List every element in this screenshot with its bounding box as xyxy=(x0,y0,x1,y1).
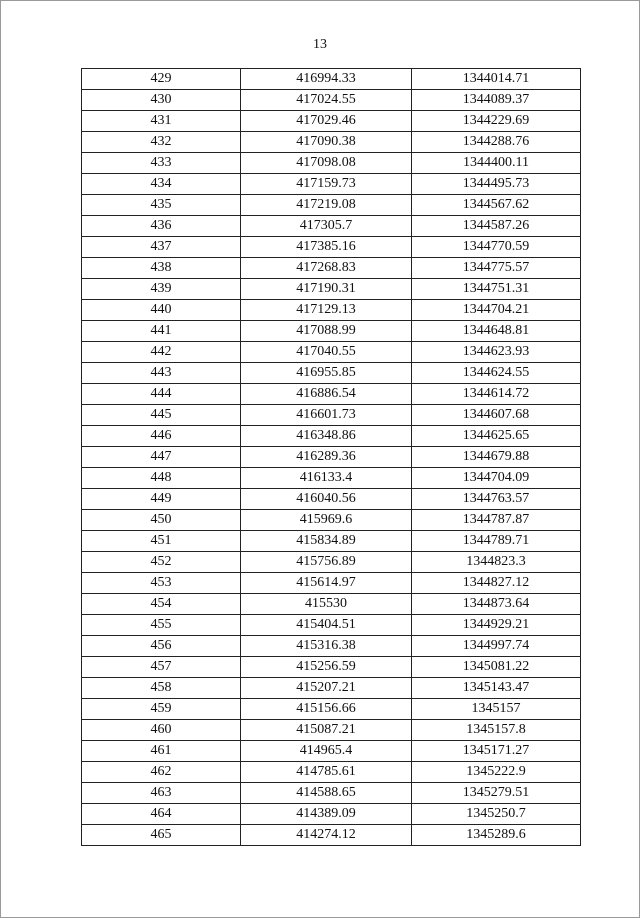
y-coordinate-cell: 1344623.93 xyxy=(412,342,581,363)
point-number-cell: 464 xyxy=(82,804,241,825)
table-row xyxy=(82,699,581,720)
y-coordinate-cell: 1344873.64 xyxy=(412,594,581,615)
point-number-cell: 465 xyxy=(82,825,241,846)
y-coordinate-cell: 1345289.6 xyxy=(412,825,581,846)
table-row xyxy=(82,258,581,279)
y-coordinate-cell: 1344288.76 xyxy=(412,132,581,153)
x-coordinate-cell: 416994.33 xyxy=(241,69,412,90)
y-coordinate-cell: 1344495.73 xyxy=(412,174,581,195)
y-coordinate-cell: 1344607.68 xyxy=(412,405,581,426)
y-coordinate-cell: 1345081.22 xyxy=(412,657,581,678)
x-coordinate-cell: 417024.55 xyxy=(241,90,412,111)
x-coordinate-cell: 414588.65 xyxy=(241,783,412,804)
point-number-cell: 458 xyxy=(82,678,241,699)
point-number-cell: 438 xyxy=(82,258,241,279)
table-row xyxy=(82,90,581,111)
x-coordinate-cell: 415530 xyxy=(241,594,412,615)
table-row xyxy=(82,468,581,489)
point-number-cell: 432 xyxy=(82,132,241,153)
point-number-cell: 457 xyxy=(82,657,241,678)
table-row xyxy=(82,132,581,153)
y-coordinate-cell: 1345143.47 xyxy=(412,678,581,699)
table-row xyxy=(82,342,581,363)
point-number-cell: 459 xyxy=(82,699,241,720)
table-row xyxy=(82,363,581,384)
page-number: 13 xyxy=(313,37,327,52)
y-coordinate-cell: 1344775.57 xyxy=(412,258,581,279)
y-coordinate-cell: 1344229.69 xyxy=(412,111,581,132)
table-row xyxy=(82,678,581,699)
x-coordinate-cell: 417029.46 xyxy=(241,111,412,132)
point-number-cell: 462 xyxy=(82,762,241,783)
table-row xyxy=(82,237,581,258)
point-number-cell: 446 xyxy=(82,426,241,447)
point-number-cell: 435 xyxy=(82,195,241,216)
point-number-cell: 451 xyxy=(82,531,241,552)
table-row xyxy=(82,741,581,762)
x-coordinate-cell: 415404.51 xyxy=(241,615,412,636)
table-row xyxy=(82,405,581,426)
y-coordinate-cell: 1344089.37 xyxy=(412,90,581,111)
point-number-cell: 460 xyxy=(82,720,241,741)
x-coordinate-cell: 414785.61 xyxy=(241,762,412,783)
table-row xyxy=(82,153,581,174)
x-coordinate-cell: 417219.08 xyxy=(241,195,412,216)
x-coordinate-cell: 416348.86 xyxy=(241,426,412,447)
table-row xyxy=(82,636,581,657)
table-row xyxy=(82,489,581,510)
table-row xyxy=(82,279,581,300)
y-coordinate-cell: 1344789.71 xyxy=(412,531,581,552)
coordinate-table xyxy=(81,68,581,846)
y-coordinate-cell: 1344624.55 xyxy=(412,363,581,384)
point-number-cell: 463 xyxy=(82,783,241,804)
x-coordinate-cell: 417305.7 xyxy=(241,216,412,237)
point-number-cell: 436 xyxy=(82,216,241,237)
x-coordinate-cell: 415614.97 xyxy=(241,573,412,594)
x-coordinate-cell: 416133.4 xyxy=(241,468,412,489)
point-number-cell: 434 xyxy=(82,174,241,195)
point-number-cell: 444 xyxy=(82,384,241,405)
point-number-cell: 447 xyxy=(82,447,241,468)
point-number-cell: 445 xyxy=(82,405,241,426)
table-row xyxy=(82,321,581,342)
coordinate-table-body xyxy=(82,69,581,846)
y-coordinate-cell: 1344787.87 xyxy=(412,510,581,531)
x-coordinate-cell: 415834.89 xyxy=(241,531,412,552)
point-number-cell: 437 xyxy=(82,237,241,258)
table-row xyxy=(82,216,581,237)
point-number-cell: 431 xyxy=(82,111,241,132)
table-row xyxy=(82,531,581,552)
table-row xyxy=(82,594,581,615)
y-coordinate-cell: 1344751.31 xyxy=(412,279,581,300)
table-row xyxy=(82,174,581,195)
point-number-cell: 455 xyxy=(82,615,241,636)
table-row xyxy=(82,111,581,132)
x-coordinate-cell: 415969.6 xyxy=(241,510,412,531)
y-coordinate-cell: 1345279.51 xyxy=(412,783,581,804)
x-coordinate-cell: 415316.38 xyxy=(241,636,412,657)
point-number-cell: 448 xyxy=(82,468,241,489)
x-coordinate-cell: 417159.73 xyxy=(241,174,412,195)
x-coordinate-cell: 415256.59 xyxy=(241,657,412,678)
point-number-cell: 454 xyxy=(82,594,241,615)
point-number-cell: 443 xyxy=(82,363,241,384)
x-coordinate-cell: 417090.38 xyxy=(241,132,412,153)
point-number-cell: 433 xyxy=(82,153,241,174)
y-coordinate-cell: 1344704.21 xyxy=(412,300,581,321)
table-row xyxy=(82,720,581,741)
y-coordinate-cell: 1345157.8 xyxy=(412,720,581,741)
table-row xyxy=(82,573,581,594)
x-coordinate-cell: 416040.56 xyxy=(241,489,412,510)
point-number-cell: 461 xyxy=(82,741,241,762)
point-number-cell: 452 xyxy=(82,552,241,573)
point-number-cell: 453 xyxy=(82,573,241,594)
point-number-cell: 430 xyxy=(82,90,241,111)
y-coordinate-cell: 1344770.59 xyxy=(412,237,581,258)
x-coordinate-cell: 417040.55 xyxy=(241,342,412,363)
y-coordinate-cell: 1345222.9 xyxy=(412,762,581,783)
table-row xyxy=(82,195,581,216)
x-coordinate-cell: 415156.66 xyxy=(241,699,412,720)
table-row xyxy=(82,384,581,405)
table-row xyxy=(82,69,581,90)
y-coordinate-cell: 1344614.72 xyxy=(412,384,581,405)
x-coordinate-cell: 415756.89 xyxy=(241,552,412,573)
y-coordinate-cell: 1344704.09 xyxy=(412,468,581,489)
y-coordinate-cell: 1344400.11 xyxy=(412,153,581,174)
point-number-cell: 449 xyxy=(82,489,241,510)
y-coordinate-cell: 1345171.27 xyxy=(412,741,581,762)
y-coordinate-cell: 1344823.3 xyxy=(412,552,581,573)
x-coordinate-cell: 417190.31 xyxy=(241,279,412,300)
x-coordinate-cell: 415087.21 xyxy=(241,720,412,741)
y-coordinate-cell: 1344587.26 xyxy=(412,216,581,237)
table-row xyxy=(82,804,581,825)
x-coordinate-cell: 414274.12 xyxy=(241,825,412,846)
y-coordinate-cell: 1345157 xyxy=(412,699,581,720)
x-coordinate-cell: 417088.99 xyxy=(241,321,412,342)
table-row xyxy=(82,426,581,447)
y-coordinate-cell: 1344679.88 xyxy=(412,447,581,468)
y-coordinate-cell: 1344625.65 xyxy=(412,426,581,447)
point-number-cell: 456 xyxy=(82,636,241,657)
x-coordinate-cell: 415207.21 xyxy=(241,678,412,699)
x-coordinate-cell: 416289.36 xyxy=(241,447,412,468)
table-row xyxy=(82,510,581,531)
table-row xyxy=(82,762,581,783)
point-number-cell: 439 xyxy=(82,279,241,300)
table-row xyxy=(82,615,581,636)
x-coordinate-cell: 417268.83 xyxy=(241,258,412,279)
table-row xyxy=(82,300,581,321)
x-coordinate-cell: 416955.85 xyxy=(241,363,412,384)
y-coordinate-cell: 1344648.81 xyxy=(412,321,581,342)
x-coordinate-cell: 417129.13 xyxy=(241,300,412,321)
point-number-cell: 450 xyxy=(82,510,241,531)
x-coordinate-cell: 414389.09 xyxy=(241,804,412,825)
table-row xyxy=(82,657,581,678)
y-coordinate-cell: 1344997.74 xyxy=(412,636,581,657)
point-number-cell: 440 xyxy=(82,300,241,321)
point-number-cell: 429 xyxy=(82,69,241,90)
y-coordinate-cell: 1344567.62 xyxy=(412,195,581,216)
table-row xyxy=(82,825,581,846)
point-number-cell: 442 xyxy=(82,342,241,363)
point-number-cell: 441 xyxy=(82,321,241,342)
table-row xyxy=(82,783,581,804)
x-coordinate-cell: 414965.4 xyxy=(241,741,412,762)
y-coordinate-cell: 1344763.57 xyxy=(412,489,581,510)
table-row xyxy=(82,552,581,573)
table-row xyxy=(82,447,581,468)
y-coordinate-cell: 1345250.7 xyxy=(412,804,581,825)
x-coordinate-cell: 417098.08 xyxy=(241,153,412,174)
y-coordinate-cell: 1344929.21 xyxy=(412,615,581,636)
x-coordinate-cell: 417385.16 xyxy=(241,237,412,258)
y-coordinate-cell: 1344014.71 xyxy=(412,69,581,90)
y-coordinate-cell: 1344827.12 xyxy=(412,573,581,594)
x-coordinate-cell: 416601.73 xyxy=(241,405,412,426)
x-coordinate-cell: 416886.54 xyxy=(241,384,412,405)
